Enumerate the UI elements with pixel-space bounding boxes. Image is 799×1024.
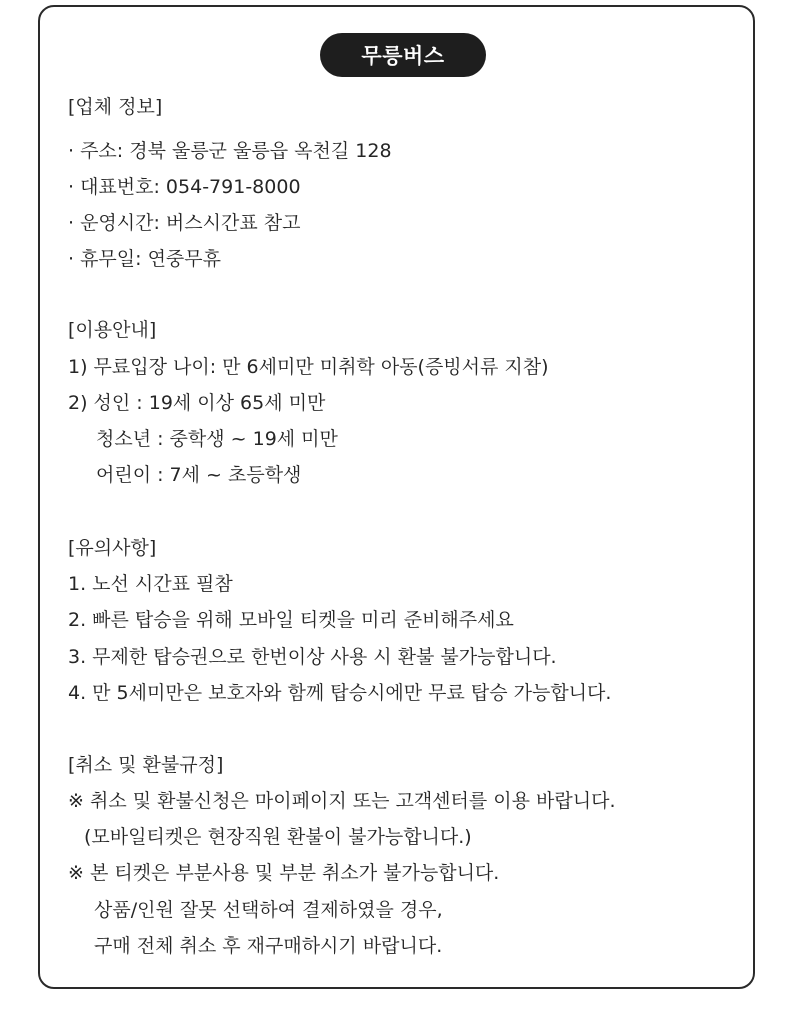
refund-heading: [취소 및 환불규정] <box>68 754 224 776</box>
usage-item-1: 1) 무료입장 나이: 만 6세미만 미취학 아동(증빙서류 지참) <box>68 356 549 378</box>
title-badge: 무릉버스 <box>320 33 486 77</box>
refund-note-2: ※ 본 티켓은 부분사용 및 부분 취소가 불가능합니다. <box>68 862 500 884</box>
refund-note-1: ※ 취소 및 환불신청은 마이페이지 또는 고객센터를 이용 바랍니다. <box>68 790 616 812</box>
company-closed: · 휴무일: 연중무휴 <box>68 248 221 270</box>
notice-item-4: 4. 만 5세미만은 보호자와 함께 탑승시에만 무료 탑승 가능합니다. <box>68 682 612 704</box>
refund-note-2-sub-2: 구매 전체 취소 후 재구매하시기 바랍니다. <box>94 935 443 957</box>
refund-note-1-sub: (모바일티켓은 현장직원 환불이 불가능합니다.) <box>84 826 472 848</box>
notice-item-3: 3. 무제한 탑승권으로 한번이상 사용 시 환불 불가능합니다. <box>68 646 557 668</box>
usage-item-2-child: 어린이 : 7세 ~ 초등학생 <box>96 464 302 486</box>
company-heading: [업체 정보] <box>68 96 163 118</box>
usage-heading: [이용안내] <box>68 319 157 341</box>
company-address: · 주소: 경북 울릉군 울릉읍 옥천길 128 <box>68 140 392 162</box>
usage-item-2: 2) 성인 : 19세 이상 65세 미만 <box>68 392 326 414</box>
usage-item-2-youth: 청소년 : 중학생 ~ 19세 미만 <box>96 428 338 450</box>
notice-item-2: 2. 빠른 탑승을 위해 모바일 티켓을 미리 준비해주세요 <box>68 609 514 631</box>
refund-note-2-sub-1: 상품/인원 잘못 선택하여 결제하였을 경우, <box>94 899 443 921</box>
company-phone: · 대표번호: 054-791-8000 <box>68 176 301 198</box>
notice-heading: [유의사항] <box>68 537 157 559</box>
company-hours: · 운영시간: 버스시간표 참고 <box>68 212 301 234</box>
notice-item-1: 1. 노선 시간표 필참 <box>68 573 233 595</box>
